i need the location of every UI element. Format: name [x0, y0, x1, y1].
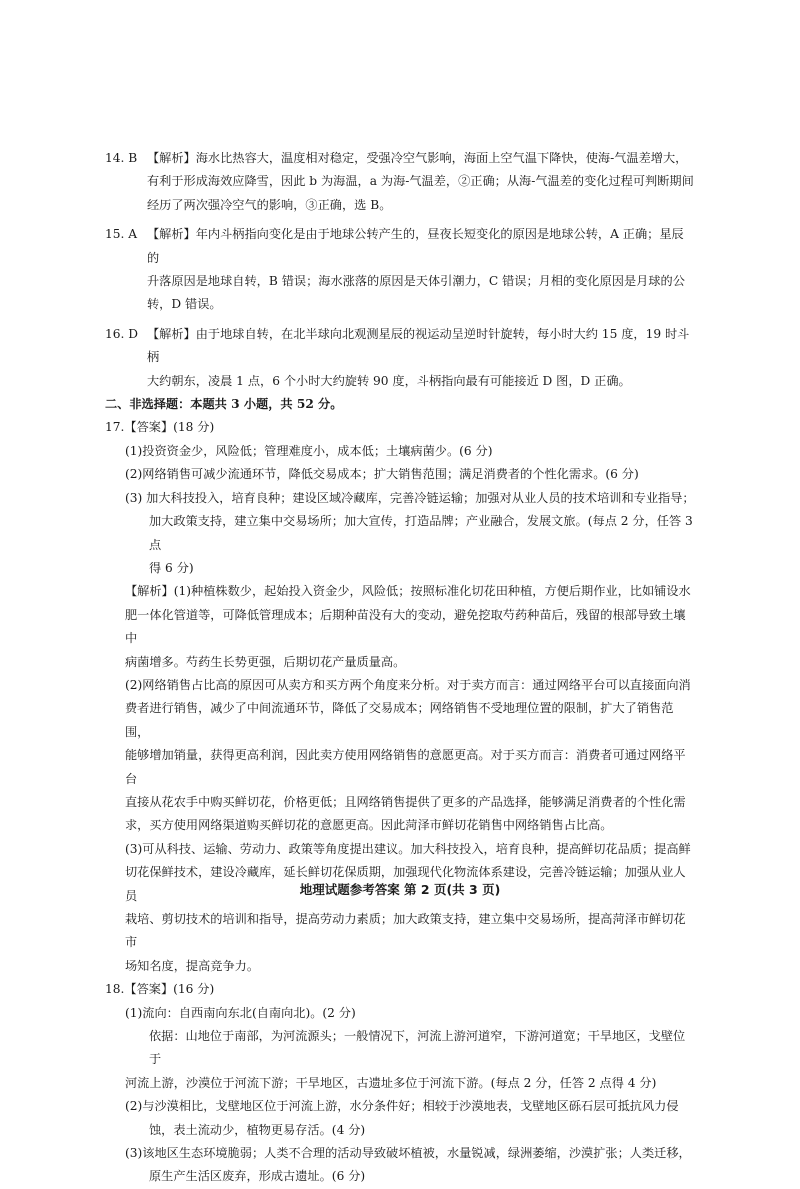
- analysis-paragraph-3: (3)可从科技、运输、劳动力、政策等角度提出建议。加大科技投入，培育良种，提高鲜切花品质；提高鲜: [125, 841, 691, 856]
- analysis-line: 经历了两次强冷空气的影响，③正确，选 B。: [147, 197, 392, 212]
- analysis-paragraph-3: 场知名度，提高竞争力。: [125, 958, 260, 973]
- analysis-paragraph-2: 直接从花农手中购买鲜切花，价格更低；且网络销售提供了更多的产品选择，能够满足消费者的个性化需: [125, 794, 686, 809]
- analysis-line: 有利于形成海效应降雪，因此 b 为海温，a 为海-气温差，②正确；从海-气温差的变化过程可判断期间: [147, 174, 694, 189]
- answer-basis: 依据：山地位于南部，为河流源头；一般情况下，河流上游河道窄，下游河道宽；干旱地区，戈壁位于: [149, 1029, 686, 1067]
- question-number: 15. A: [105, 227, 138, 242]
- answer-part-1: (1)流向：自西南向东北(自南向北)。(2 分): [125, 1005, 356, 1020]
- answer-part-2: (2)网络销售可减少流通环节，降低交易成本；扩大销售范围；满足消费者的个性化需求。(6 分): [125, 467, 639, 482]
- answer-part-3: 加大政策支持，建立集中交易场所；加大宣传，打造品牌；产业融合，发展文旅。(每点 2 分，任答 3 点: [149, 514, 693, 552]
- analysis-line: 升落原因是地球自转，B 错误；海水涨落的原因是天体引潮力，C 错误；月相的变化原因是月球的公: [147, 274, 685, 289]
- question-number: 14. B: [105, 151, 138, 165]
- answer-part-3: (3) 加大科技投入，培育良种；建设区域冷藏库，完善冷链运输；加强对从业人员的技术培训和专业指导；: [125, 490, 695, 505]
- answer-part-3: 原生产生活区废弃，形成古遗址。(6 分): [149, 1169, 366, 1184]
- question-15: [105, 223, 695, 317]
- analysis-paragraph-2: 能够增加销量，获得更高利润，因此卖方使用网络销售的意愿更高。对于买方而言：消费者可通过网络平台: [125, 748, 686, 786]
- section-heading: 二、非选择题：本题共 3 小题，共 52 分。: [105, 397, 343, 412]
- answer-header: 18.【答案】(16 分): [105, 982, 215, 997]
- analysis-line: 【解析】年内斗柄指向变化是由于地球公转产生的，昼夜长短变化的原因是地球公转，A 正确；星辰的: [147, 227, 684, 265]
- answer-part-3: (3)该地区生态环境脆弱；人类不合理的活动导致破坏植被，水量锐减，绿洲萎缩，沙漠扩张；人类迁移，: [125, 1146, 691, 1161]
- answer-header: 17.【答案】(18 分): [105, 420, 215, 435]
- analysis-line: 大约朝东，凌晨 1 点，6 个小时大约旋转 90 度，斗柄指向最有可能接近 D 图，D 正确。: [147, 373, 631, 388]
- answer-part-2: (2)与沙漠相比，戈壁地区位于河流上游，水分条件好；相较于沙漠地表，戈壁地区砾石层可抵抗风力侵: [125, 1099, 679, 1114]
- question-18: [105, 978, 695, 1189]
- answer-part-1: (1)投资资金少，风险低；管理难度小，成本低；土壤病菌少。(6 分): [125, 443, 493, 458]
- question-16: [105, 323, 695, 393]
- analysis-paragraph-3: 栽培、剪切技术的培训和指导，提高劳动力素质；加大政策支持，建立集中交易场所，提高菏泽市鲜切花市: [125, 912, 686, 950]
- question-number: 16. D: [105, 326, 139, 341]
- analysis-paragraph-1: 肥一体化管道等，可降低管理成本；后期种苗没有大的变动，避免挖取芍药种苗后，残留的根部导致土壤中: [125, 607, 686, 646]
- answer-basis: 河流上游，沙漠位于河流下游；干旱地区，古遗址多位于河流下游。(每点 2 分，任答 2 点得 4 分): [125, 1075, 657, 1090]
- analysis-paragraph-1: 【解析】(1)种植株数少，起始投入资金少，风险低；按照标准化切花田种植，方便后期作业，比如铺设水: [125, 584, 691, 599]
- analysis-paragraph-3: 切花保鲜技术，建设冷藏库，延长鲜切花保质期，加强现代化物流体系建设，完善冷链运输；加强从业人员: [125, 865, 686, 903]
- answer-part-2: 蚀，表土流动少，植物更易存活。(4 分): [149, 1122, 366, 1137]
- analysis-line: 转，D 错误。: [147, 297, 222, 312]
- analysis-paragraph-2: 费者进行销售，减少了中间流通环节，降低了交易成本；网络销售不受地理位置的限制，扩大了销售范围，: [125, 701, 674, 739]
- analysis-paragraph-2: (2)网络销售占比高的原因可从卖方和买方两个角度来分析。对于卖方而言：通过网络平台可以直接面向消: [125, 677, 691, 692]
- answer-part-3: 得 6 分): [149, 560, 194, 575]
- answer-content: [105, 147, 695, 1189]
- analysis-line: 【解析】由于地球自转，在北半球向北观测星辰的视运动呈逆时针旋转，每小时大约 15 度，19 时斗柄: [147, 326, 690, 365]
- analysis-line: 【解析】海水比热容大，温度相对稳定，受强冷空气影响，海面上空气温下降快，使海-气温差增大，: [147, 151, 688, 165]
- analysis-paragraph-2: 求，买方使用网络渠道购买鲜切花的意愿更高。因此菏泽市鲜切花销售中网络销售占比高。: [125, 818, 613, 833]
- analysis-paragraph-1: 病菌增多。芍药生长势更强，后期切花产量质量高。: [125, 654, 406, 669]
- page-footer: 地理试题参考答案 第 2 页(共 3 页): [299, 882, 501, 897]
- question-14: [105, 147, 695, 217]
